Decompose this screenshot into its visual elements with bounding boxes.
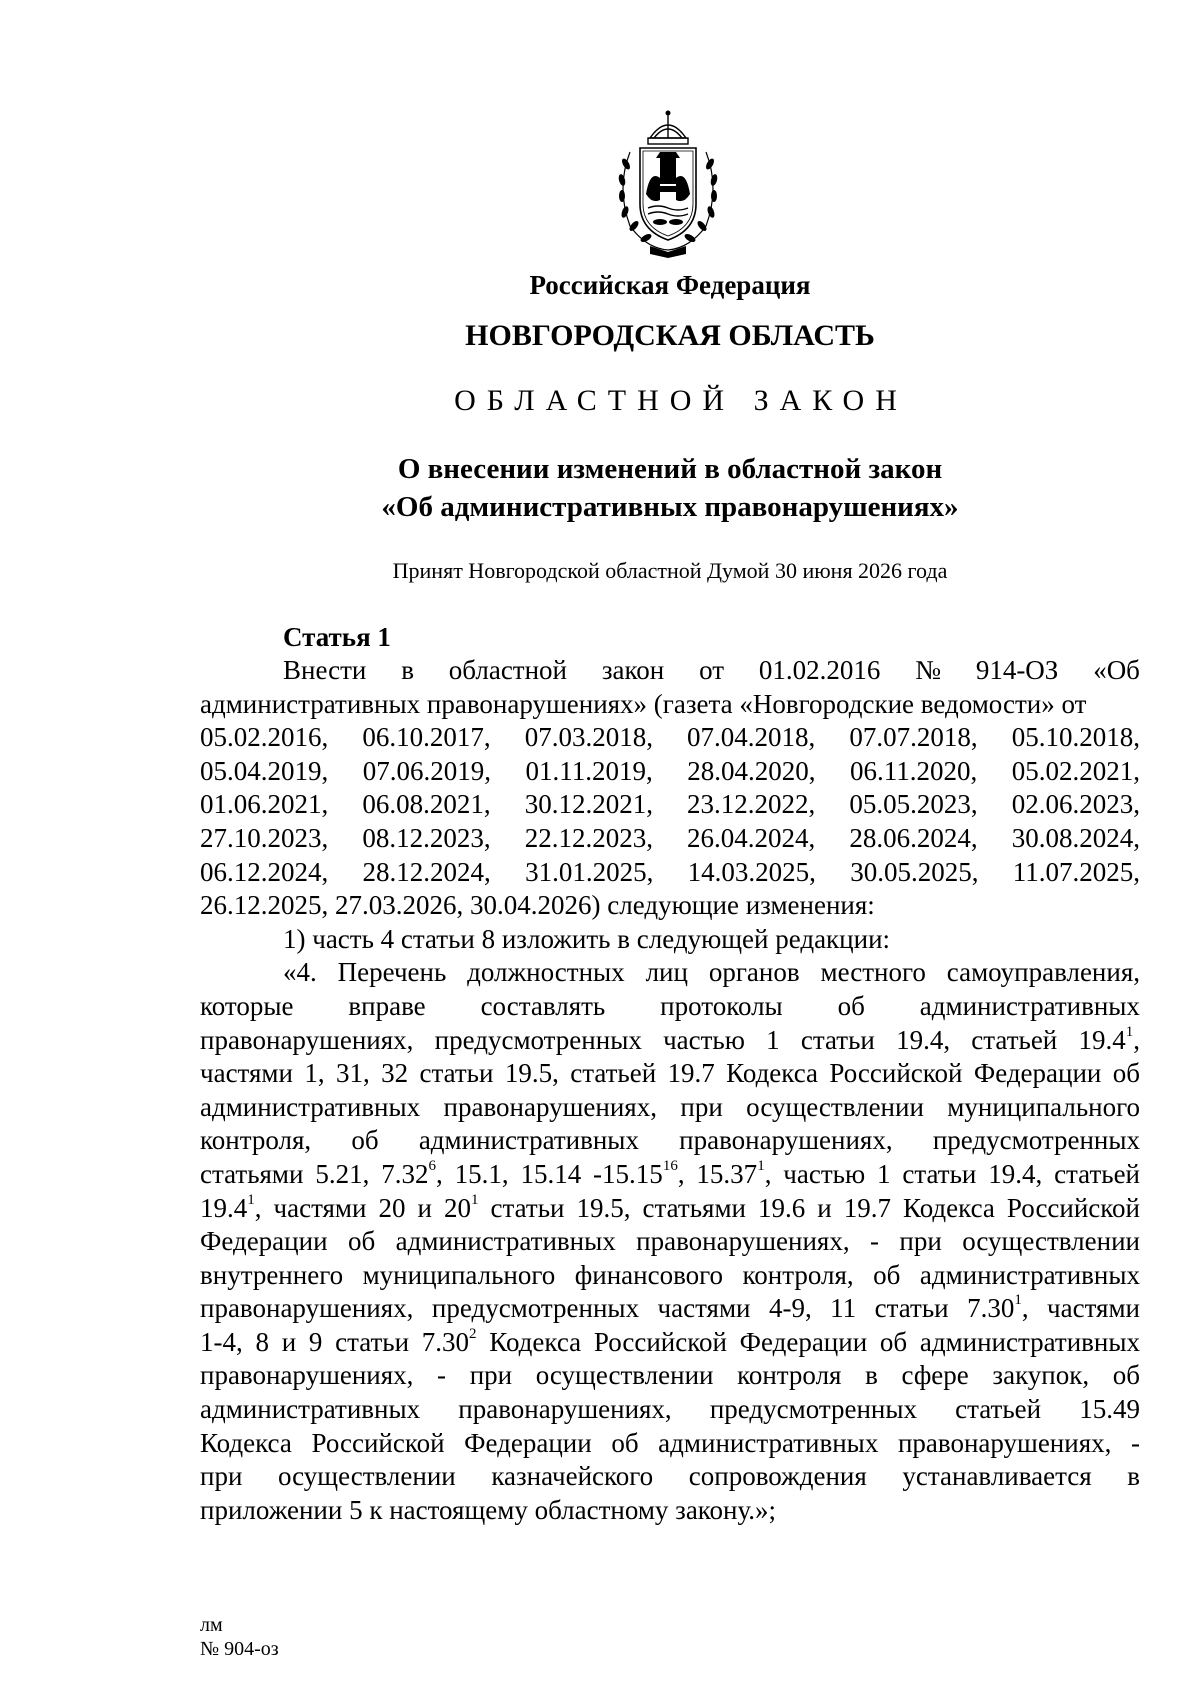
text-line: административных правонарушениях» (газета «Новгородские ведомости» от <box>200 688 1087 719</box>
law-title-line: «Об административных правонарушениях» <box>381 491 959 523</box>
text-line: Внести в областной закон от 01.02.2016 № 914-ОЗ «Об <box>283 655 1140 685</box>
text-line: Федерации об административных правонарушениях, - при осуществлении <box>200 1226 1140 1257</box>
coat-of-arms-emblem <box>610 108 726 258</box>
text-line: 26.12.2025, 27.03.2026, 30.04.2026) следующие изменения: <box>200 890 875 921</box>
document-footer <box>200 1613 279 1661</box>
law-title <box>200 450 1140 526</box>
adoption-note: Принят Новгородской областной Думой 30 июня 2026 года <box>392 558 948 583</box>
law-title-line: О внесении изменений в областной закон <box>397 453 943 485</box>
amendment-item: 1) часть 4 статьи 8 изложить в следующей редакции: <box>283 923 891 954</box>
text-line: правонарушениях, - при осуществлении контроля в сфере закупок, об <box>200 1360 1140 1391</box>
text-line: которые вправе составлять протоколы об административных <box>200 990 1140 1021</box>
article-heading: Статья 1 <box>283 622 391 652</box>
article-body <box>200 654 1140 1527</box>
date-row: 05.04.2019, 07.06.2019, 01.11.2019, 28.04.2020, 06.11.2020, 05.02.2021, <box>200 755 1140 786</box>
federation-heading: Российская Федерация <box>529 270 811 300</box>
date-row: 05.02.2016, 06.10.2017, 07.03.2018, 07.04.2018, 07.07.2018, 05.10.2018, <box>200 722 1140 753</box>
text-line: при осуществлении казначейского сопровождения устанавливается в <box>200 1461 1140 1492</box>
region-heading: НОВГОРОДСКАЯ ОБЛАСТЬ <box>465 319 875 352</box>
text-line: 1-4, 8 и 9 статьи 7.30$^2$ Кодекса Российской Федерации об административных <box>200 1325 1140 1357</box>
text-line: административных правонарушениях, предусмотренных статьей 15.49 <box>200 1394 1140 1425</box>
date-row: 01.06.2021, 06.08.2021, 30.12.2021, 23.12.2022, 05.05.2023, 02.06.2023, <box>200 789 1140 820</box>
text-line: внутреннего муниципального финансового контроля, об административных <box>200 1259 1140 1290</box>
text-line: контроля, об административных правонарушениях, предусмотренных <box>200 1125 1140 1156</box>
text-line: административных правонарушениях, при осуществлении муниципального <box>200 1091 1140 1122</box>
footer-number: № 904-оз <box>200 1638 279 1660</box>
text-line: 19.4$^1$, частями 20 и $20^1$ статьи 19.5, статьями 19.6 и 19.7 Кодекса Российской <box>200 1191 1140 1223</box>
text-line: статьями 5.21, 7.32$^6$, 15.1, 15.14 -15.15$^{16}$, 15.37$^1$, частью 1 статьи 19.4, статьей <box>200 1157 1141 1189</box>
text-line: правонарушениях, предусмотренных частями 4-9, 11 статьи 7.30$^1$, частями <box>200 1292 1140 1324</box>
text-line: «4. Перечень должностных лиц органов местного самоуправления, <box>283 957 1140 988</box>
text-line: частями 1, 31, 32 статьи 19.5, статьей 19.7 Кодекса Российской Федерации об <box>200 1058 1140 1089</box>
text-line: Кодекса Российской Федерации об административных правонарушениях, - <box>200 1427 1140 1458</box>
footer-initials: лм <box>200 1614 223 1636</box>
text-line: правонарушениях, предусмотренных частью 1 статьи 19.4, статьей 19.4$^1$, <box>200 1023 1140 1055</box>
date-row: 06.12.2024, 28.12.2024, 31.01.2025, 14.03.2025, 30.05.2025, 11.07.2025, <box>200 856 1140 887</box>
text-line: приложении 5 к настоящему областному закону.»; <box>200 1494 777 1525</box>
law-type-heading: ОБЛАСТНОЙ ЗАКОН <box>454 384 908 417</box>
date-row: 27.10.2023, 08.12.2023, 22.12.2023, 26.04.2024, 28.06.2024, 30.08.2024, <box>200 822 1140 853</box>
